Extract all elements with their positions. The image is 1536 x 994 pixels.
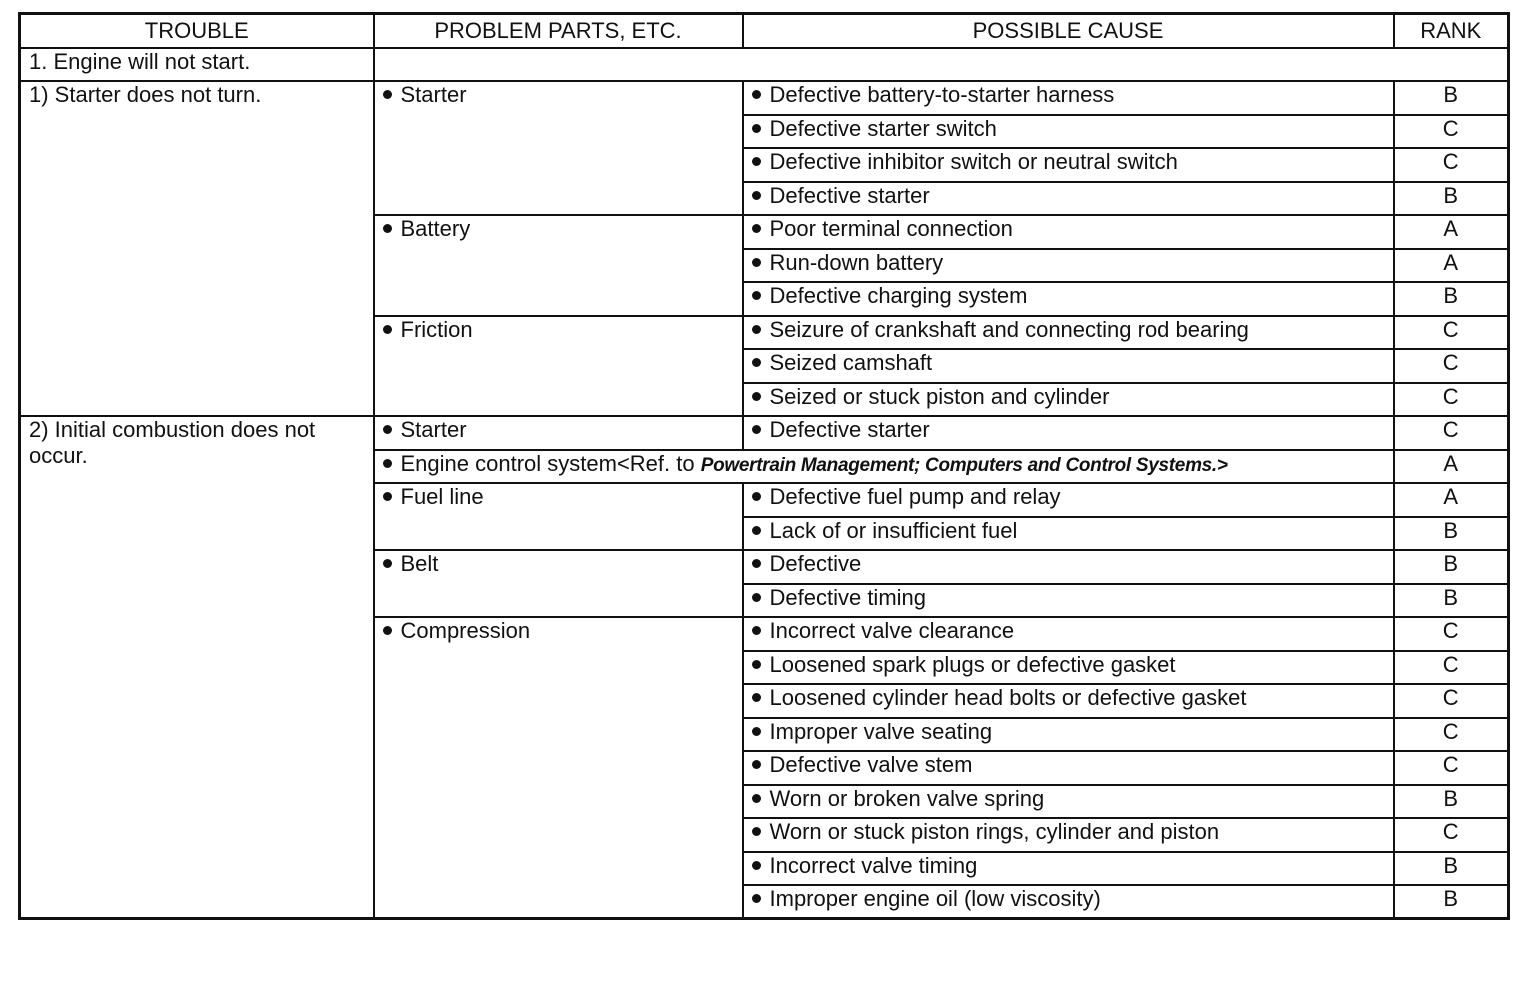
bullet-icon — [752, 392, 761, 401]
rank-cell: C — [1394, 818, 1509, 852]
rank-cell: C — [1394, 115, 1509, 149]
bullet-icon — [752, 325, 761, 334]
bullet-icon — [752, 258, 761, 267]
cause-cell — [743, 182, 1394, 216]
rank-cell: B — [1394, 81, 1509, 115]
bullet-icon — [752, 425, 761, 434]
trouble-starter-does-not-turn: 1) Starter does not turn. — [20, 81, 374, 416]
cause-label: Defective starter — [769, 182, 930, 208]
header-trouble: TROUBLE — [20, 14, 374, 48]
rank-cell: B — [1394, 885, 1509, 919]
header-rank: RANK — [1394, 14, 1509, 48]
cause-label: Defective starter switch — [769, 115, 997, 141]
cause-label: Run-down battery — [769, 249, 944, 275]
rank-cell: A — [1394, 215, 1509, 249]
cause-label: Lack of or insufficient fuel — [769, 517, 1018, 543]
rank-cell: C — [1394, 718, 1509, 752]
part-compression — [374, 617, 743, 919]
bullet-icon — [752, 727, 761, 736]
table-row — [20, 81, 1509, 115]
cause-label: Incorrect valve clearance — [769, 618, 1015, 643]
cause-label: Worn or broken valve spring — [769, 785, 1045, 811]
bullet-icon — [383, 492, 392, 501]
bullet-icon — [383, 559, 392, 568]
bullet-icon — [752, 157, 761, 166]
table-row — [20, 416, 1509, 450]
bullet-icon — [383, 90, 392, 99]
cause-cell — [743, 115, 1394, 149]
bullet-icon — [752, 124, 761, 133]
cause-cell — [743, 383, 1394, 417]
rank-cell: C — [1394, 416, 1509, 450]
part-label: Starter — [400, 417, 467, 442]
rank-cell: B — [1394, 852, 1509, 886]
bullet-icon — [752, 593, 761, 602]
bullet-icon — [752, 191, 761, 200]
cause-cell — [743, 651, 1394, 685]
part-friction — [374, 316, 743, 417]
bullet-icon — [752, 492, 761, 501]
part-label: Friction — [400, 316, 473, 342]
bullet-icon — [752, 559, 761, 568]
cause-label: Incorrect valve timing — [769, 852, 978, 878]
rank-cell: B — [1394, 550, 1509, 584]
cause-label: Poor terminal connection — [769, 216, 1013, 241]
header-possible-cause: POSSIBLE CAUSE — [743, 14, 1394, 48]
rank-cell: C — [1394, 349, 1509, 383]
cause-cell — [743, 215, 1394, 249]
trouble-initial-combustion: 2) Initial combustion does not occur. — [20, 416, 374, 919]
ref-title: Powertrain Management; Computers and Control Systems.> — [700, 454, 1228, 476]
rank-cell: B — [1394, 584, 1509, 618]
rank-cell: B — [1394, 182, 1509, 216]
part-belt — [374, 550, 743, 617]
rank-cell: B — [1394, 517, 1509, 551]
cause-label: Seized camshaft — [769, 350, 933, 375]
bullet-icon — [752, 626, 761, 635]
part-battery — [374, 215, 743, 316]
rank-cell: C — [1394, 617, 1509, 651]
cause-label: Defective battery-to-starter harness — [769, 82, 1115, 107]
bullet-icon — [752, 693, 761, 702]
bullet-icon — [383, 626, 392, 635]
cause-label: Loosened cylinder head bolts or defective gasket — [769, 685, 1247, 710]
cause-label: Worn or stuck piston rings, cylinder and piston — [769, 819, 1220, 844]
cause-label: Defective inhibitor switch or neutral switch — [769, 149, 1178, 174]
cause-cell — [743, 751, 1394, 785]
cause-cell — [743, 249, 1394, 283]
bullet-icon — [752, 760, 761, 769]
cause-label: Defective fuel pump and relay — [769, 484, 1061, 509]
cause-label: Defective timing — [769, 584, 927, 610]
rank-cell: C — [1394, 684, 1509, 718]
bullet-icon — [752, 827, 761, 836]
cause-cell — [743, 785, 1394, 819]
bullet-icon — [383, 325, 392, 334]
section-title-empty — [374, 48, 1509, 82]
rank-cell: C — [1394, 148, 1509, 182]
cause-cell — [743, 517, 1394, 551]
bullet-icon — [752, 90, 761, 99]
cause-cell — [743, 282, 1394, 316]
rank-cell: B — [1394, 282, 1509, 316]
ref-prefix: <Ref. to — [616, 450, 695, 476]
bullet-icon — [752, 794, 761, 803]
part-label: Compression — [400, 618, 531, 643]
rank-cell: A — [1394, 483, 1509, 517]
part-starter — [374, 416, 743, 450]
cause-label: Defective starter — [769, 417, 930, 442]
bullet-icon — [752, 358, 761, 367]
rank-cell: B — [1394, 785, 1509, 819]
cause-label: Defective charging system — [769, 283, 1028, 308]
cause-cell — [743, 684, 1394, 718]
rank-cell: C — [1394, 316, 1509, 350]
bullet-icon — [752, 291, 761, 300]
cause-cell — [743, 316, 1394, 350]
cause-cell — [743, 81, 1394, 115]
cause-cell — [743, 617, 1394, 651]
part-starter — [374, 81, 743, 215]
bullet-icon — [752, 526, 761, 535]
cause-label: Defective valve stem — [769, 752, 973, 777]
bullet-icon — [752, 861, 761, 870]
bullet-icon — [383, 224, 392, 233]
cause-cell — [743, 852, 1394, 886]
cause-cell — [743, 148, 1394, 182]
cause-cell — [743, 818, 1394, 852]
cause-cell — [743, 718, 1394, 752]
cause-label: Improper engine oil (low viscosity) — [769, 886, 1101, 911]
cause-label: Loosened spark plugs or defective gasket — [769, 651, 1176, 677]
bullet-icon — [383, 425, 392, 434]
cause-cell — [743, 483, 1394, 517]
section-heading-row — [20, 48, 1509, 82]
part-label: Starter — [400, 82, 467, 107]
bullet-icon — [752, 660, 761, 669]
part-label: Engine control system — [400, 450, 617, 476]
rank-cell: C — [1394, 651, 1509, 685]
cause-cell — [743, 584, 1394, 618]
part-label: Battery — [400, 216, 471, 241]
cause-label: Seizure of crankshaft and connecting rod bearing — [769, 316, 1249, 342]
cause-cell — [743, 885, 1394, 919]
header-row — [20, 14, 1509, 48]
rank-cell: A — [1394, 249, 1509, 283]
bullet-icon — [383, 459, 392, 468]
part-fuel-line — [374, 483, 743, 550]
rank-cell: C — [1394, 383, 1509, 417]
cause-cell — [743, 416, 1394, 450]
rank-cell: A — [1394, 450, 1509, 484]
cause-label: Defective — [769, 551, 862, 576]
bullet-icon — [752, 224, 761, 233]
cause-label: Improper valve seating — [769, 718, 993, 744]
trouble-table — [18, 12, 1510, 920]
cause-cell — [743, 550, 1394, 584]
part-label: Fuel line — [400, 484, 484, 509]
header-problem-parts: PROBLEM PARTS, ETC. — [374, 14, 743, 48]
bullet-icon — [752, 894, 761, 903]
part-engine-control-system — [374, 450, 1394, 484]
cause-label: Seized or stuck piston and cylinder — [769, 383, 1110, 409]
rank-cell: C — [1394, 751, 1509, 785]
part-label: Belt — [400, 551, 439, 576]
cause-cell — [743, 349, 1394, 383]
section-title: 1. Engine will not start. — [20, 48, 374, 82]
